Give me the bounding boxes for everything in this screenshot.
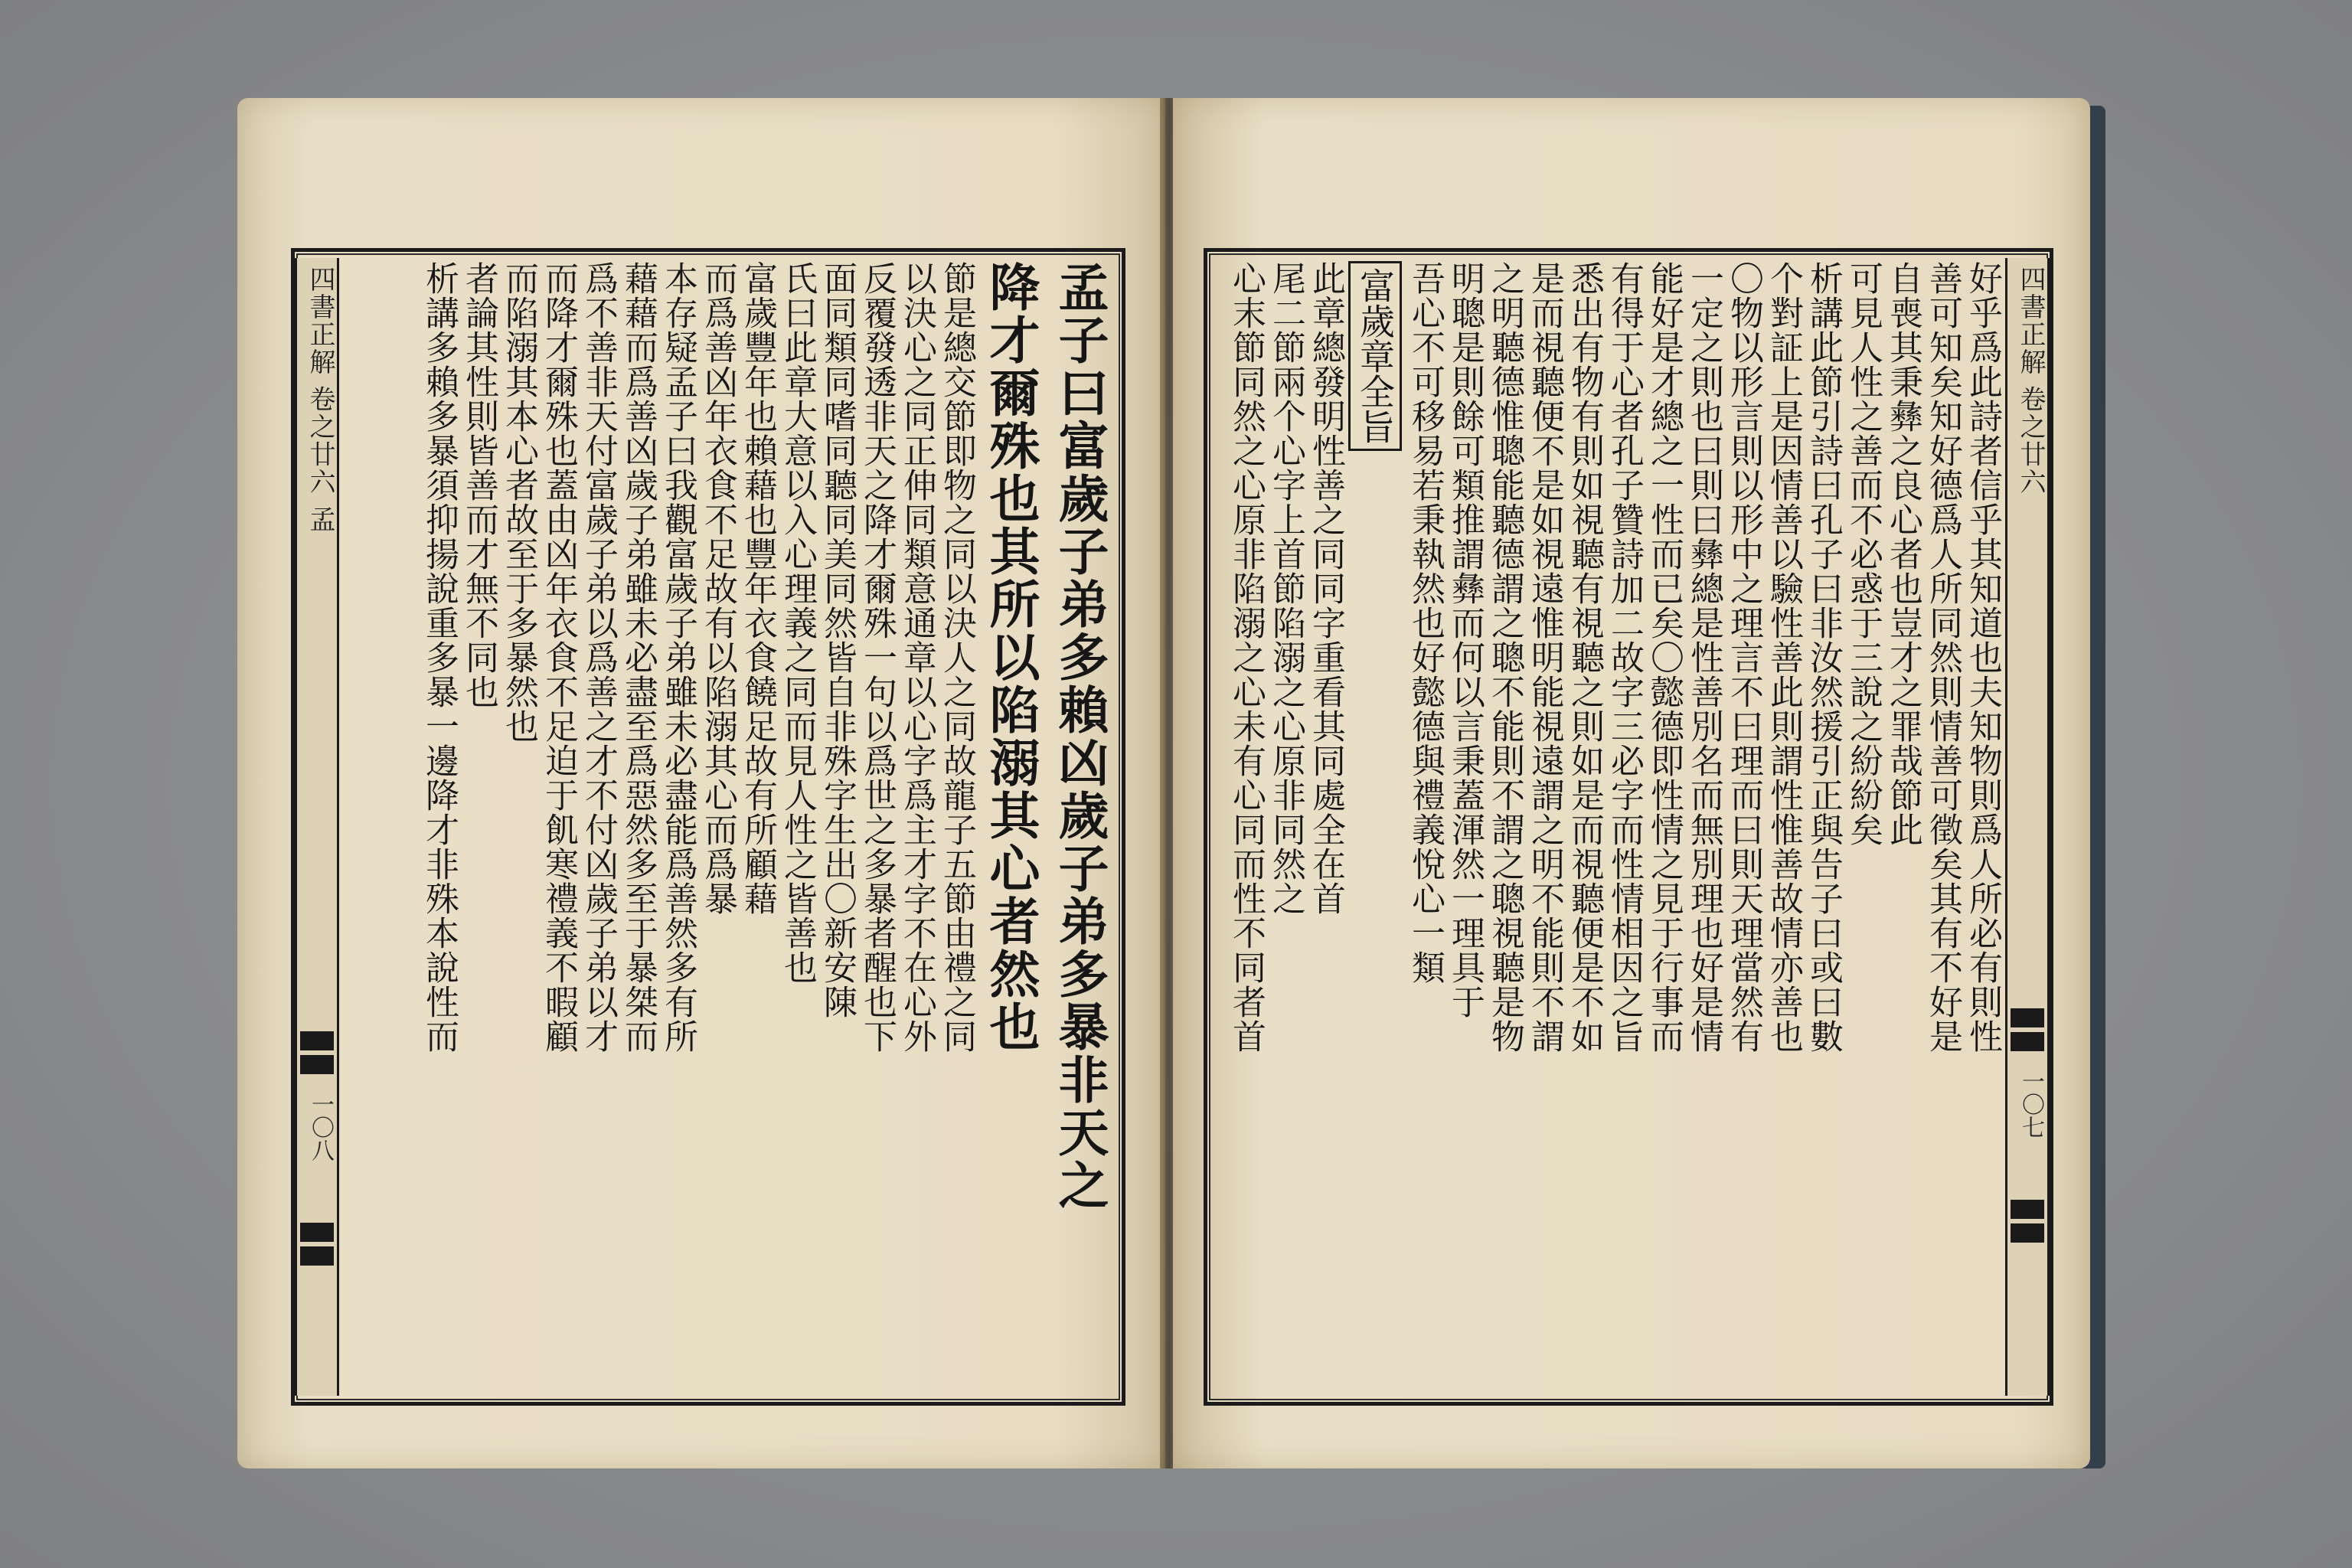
right-page-hashira — [2005, 258, 2050, 1396]
commentary-line: 此章總發明性善之同同字重看其同處全在首 — [1306, 261, 1345, 916]
commentary-line: 尾二節兩个心字上首節陷溺之心原非同然之 — [1266, 261, 1305, 916]
left-folio-number: 一〇八 — [307, 1093, 334, 1161]
commentary-line: 者論其性則皆善而才無不同也 — [459, 261, 498, 709]
open-book — [237, 98, 2105, 1484]
commentary-line: 悉出有物有則如視聽有視聽之則如是而視聽便是不如 — [1565, 261, 1604, 1054]
commentary-line: 自喪其秉彝之良心者也豈才之罪哉節此 — [1883, 261, 1922, 847]
commentary-line: 好乎爲此詩者信乎其知道也夫知物則爲人所必有則性 — [1963, 261, 2002, 1054]
right-folio-number: 一〇七 — [2017, 1070, 2044, 1138]
right-page — [1173, 98, 2090, 1468]
fishtail-ornament — [2011, 1008, 2044, 1051]
commentary-line: 爲不善非天付富歲子弟以爲善之才不付凶歲子弟以才 — [579, 261, 618, 1054]
right-hashira-title: 四書正解 卷之廿六 — [2015, 266, 2046, 496]
commentary-line: 本存疑孟子曰我觀富歲子弟雖未必盡能爲善然多有所 — [658, 261, 697, 1054]
commentary-line: 有得于心者孔子贊詩加二故字三必字而性情相因之旨 — [1605, 261, 1644, 1054]
left-text-columns — [342, 261, 1114, 1393]
commentary-line: 富歲豐年也賴藉也豐年衣食饒足故有所顧藉 — [738, 261, 777, 916]
commentary-line: 氏曰此章大意以入心理義之同而見人性之皆善也 — [778, 261, 817, 985]
commentary-line: 吾心不可移易若秉執然也好懿德與禮義悅心一類 — [1406, 261, 1445, 985]
commentary-line: 明聰是則餘可類推謂彝而何以言秉蓋渾然一理具于 — [1446, 261, 1485, 1019]
commentary-line: 而降才爾殊也蓋由凶年衣食不足迫于飢寒禮義不暇顧 — [539, 261, 578, 1054]
fishtail-ornament — [2011, 1200, 2044, 1243]
commentary-line: 以決心之同正伸同類意通章以心字爲主才字不在心外 — [897, 261, 936, 1054]
fishtail-ornament — [300, 1223, 334, 1266]
right-text-columns — [1217, 261, 2002, 1393]
commentary-line: 反覆發透非天之降才爾殊一句以爲世之多暴者醒也下 — [858, 261, 897, 1054]
commentary-line: 之明聽德惟聰能聽德謂之聰不能則不謂之聰視聽是物 — [1485, 261, 1524, 1054]
commentary-line: 節是總交節即物之同以決人之同故龍子五節由禮之同 — [937, 261, 976, 1054]
commentary-line: 面同類同嗜同聽同美同然皆自非殊字生出〇新安陳 — [818, 261, 857, 1019]
commentary-line: 藉藉而爲善凶歲子弟雖未必盡至爲惡然多至于暴桀而 — [619, 261, 658, 1054]
left-page-hashira — [295, 258, 339, 1396]
commentary-line: 而爲善凶年衣食不足故有以陷溺其心而爲暴 — [698, 261, 737, 916]
commentary-line: 一定之則也曰則曰彝總是性善別名而無別理也好是情 — [1684, 261, 1723, 1054]
commentary-line: 心末節同然之心原非陷溺之心未有心同而性不同者首 — [1227, 261, 1266, 1054]
main-text-line: 孟子曰富歲子弟多賴凶歲子弟多暴非天之 — [1050, 261, 1109, 1212]
fishtail-ornament — [300, 1031, 334, 1074]
commentary-line: 可見人性之善而不必惑于三說之紛紛矣 — [1844, 261, 1883, 847]
commentary-line: 析講多賴多暴須抑揚說重多暴一邊降才非殊本說性而 — [420, 261, 459, 1054]
main-text-line: 降才爾殊也其所以陷溺其心者然也 — [981, 261, 1040, 1054]
left-hashira-title: 四書正解 卷之廿六 孟 — [305, 266, 335, 534]
commentary-line: 析講此節引詩曰孔子曰非汝然援引正與告子曰或曰數 — [1804, 261, 1843, 1054]
commentary-line: 个對証上是因情善以驗性善此則謂性惟善故情亦善也 — [1764, 261, 1803, 1054]
commentary-line: 是而視聽便不是如視遠惟明能視遠謂之明不能則不謂 — [1525, 261, 1564, 1054]
right-page-frame — [1204, 248, 2053, 1406]
chapter-heading-box: 富歲章全旨 — [1348, 261, 1402, 451]
commentary-line: 能好是才總之一性而已矣〇懿德即性情之見于行事而 — [1645, 261, 1684, 1054]
left-page-frame — [291, 248, 1125, 1406]
commentary-line: 而陷溺其本心者故至于多暴然也 — [499, 261, 538, 743]
left-page — [237, 98, 1165, 1468]
commentary-line: 善可知矣知好德爲人所同然則情善可徵矣其有不好是 — [1923, 261, 1962, 1054]
commentary-line: 〇物以形言則以形中之理言不曰理而曰則天理當然有 — [1724, 261, 1763, 1054]
